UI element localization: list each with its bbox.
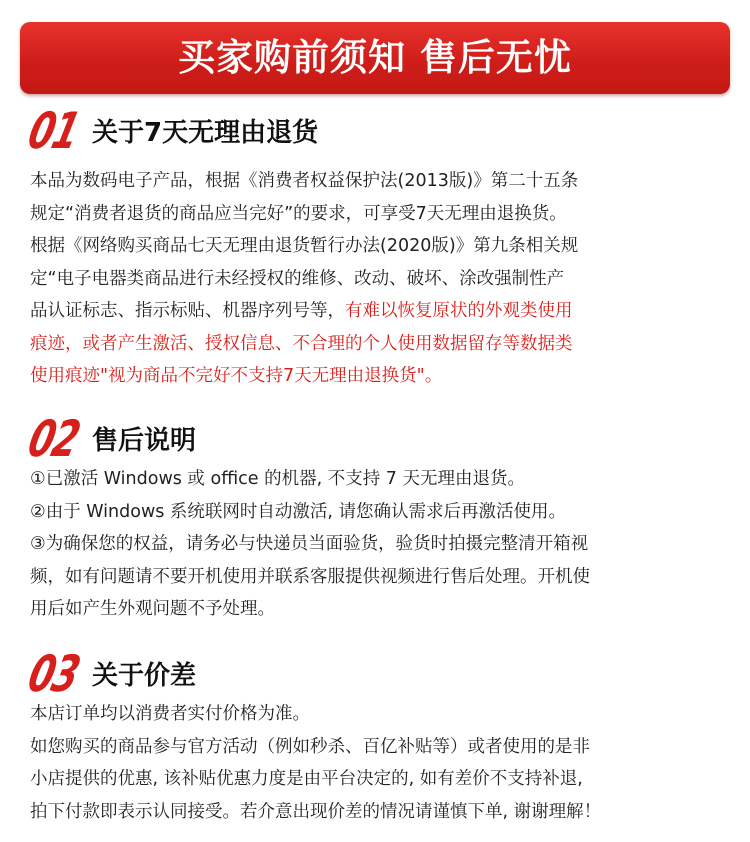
section-body [30,698,725,828]
body-line: 拍下付款即表示认同接受。若介意出现价差的情况请谨慎下单, 谢谢理解！ [30,801,602,822]
body-line: 小店提供的优惠, 该补贴优惠力度是由平台决定的, 如有差价不支持补退, [30,769,583,789]
body-line [30,328,725,361]
section-number: 02 [22,410,85,468]
body-line: 规定“消费者退货的商品应当完好”的要求，可享受7天无理由退换货。 [30,203,567,224]
body-line: 本品为数码电子产品，根据《消费者权益保护法(2013版)》第二十五条 [30,171,579,191]
header-banner [20,22,730,94]
highlight-text: 有难以恢复原状的外观类使用 [345,301,573,321]
body-line: 根据《网络购买商品七天无理由退货暂行办法(2020版)》第九条相关规 [30,236,579,256]
section-title: 关于7天无理由退货 [92,118,319,148]
section-number: 01 [22,102,85,160]
section-title: 售后说明 [92,426,197,456]
body-line: ①已激活 Windows 或 office 的机器, 不支持 7 天无理由退货。 [30,469,525,489]
body-line [30,360,725,393]
body-line: 品认证标志、指示标贴、机器序列号等，有难以恢复原状的外观类使用 [30,301,573,321]
body-line: ③为确保您的权益，请务必与快递员当面验货，验货时拍摄完整清开箱视 [30,534,589,554]
banner-title: 买家购前须知 售后无忧 [178,36,572,79]
body-line: 用后如产生外观问题不予处理。 [30,599,275,619]
section-number: 03 [22,645,85,703]
highlight-text: 痕迹，或者产生激活、授权信息、不合理的个人使用数据留存等数据类 [30,333,573,354]
body-line: ②由于 Windows 系统联网时自动激活, 请您确认需求后再激活使用。 [30,501,567,522]
section-title: 关于价差 [92,661,197,691]
section-body [30,463,725,626]
body-line: 定“电子电器类商品进行未经授权的维修、改动、破坏、涂改强制性产 [30,268,565,289]
highlight-text: 使用痕迹"视为商品不完好不支持7天无理由退换货"。 [30,366,443,386]
body-line: 如您购买的商品参与官方活动（例如秒杀、百亿补贴等）或者使用的是非 [30,736,590,757]
section-body [30,165,725,393]
body-line: 频，如有问题请不要开机使用并联系客服提供视频进行售后处理。开机使 [30,566,590,587]
body-line: 本店订单均以消费者实付价格为准。 [30,704,310,724]
